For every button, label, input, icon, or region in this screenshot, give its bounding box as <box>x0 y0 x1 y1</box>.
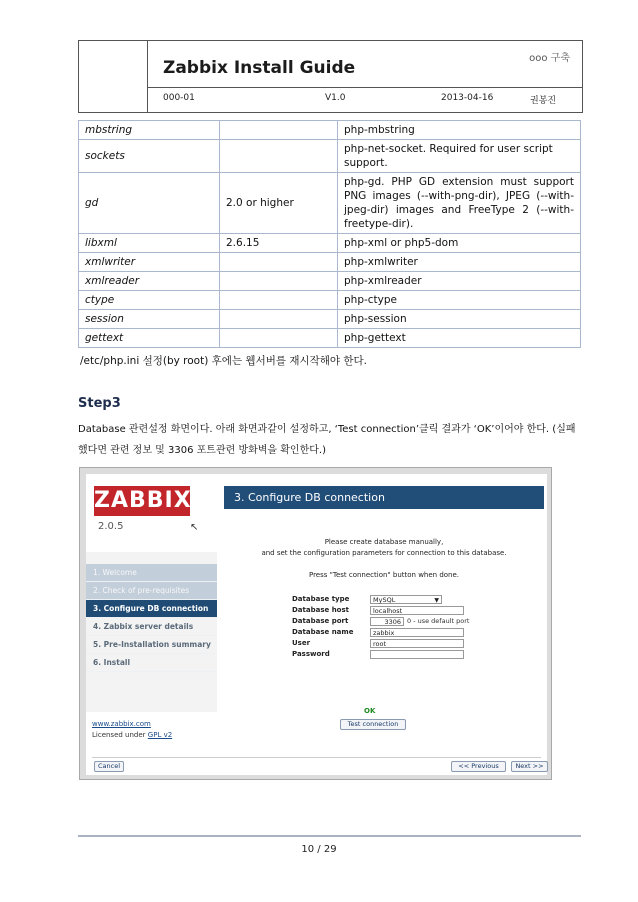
table-row <box>79 173 581 234</box>
table-row <box>79 140 581 173</box>
table-row <box>79 234 581 253</box>
db-user-label: User <box>292 639 311 647</box>
setup-footer <box>92 757 544 775</box>
module-description: php-net-socket. Required for user script support. <box>338 140 581 173</box>
module-version <box>220 121 338 140</box>
module-version <box>220 253 338 272</box>
module-version <box>220 310 338 329</box>
db-user-input[interactable]: root <box>370 639 464 648</box>
php-ini-note: /etc/php.ini 설정(by root) 후에는 웹서버를 재시작해야 한다. <box>80 355 368 367</box>
db-password-input[interactable] <box>370 650 464 659</box>
zabbix-setup-screenshot <box>79 467 552 780</box>
table-row <box>79 253 581 272</box>
instructions-line-1: Please create database manually, <box>324 538 444 546</box>
step-item-summary[interactable]: 5. Pre-Installation summary <box>86 636 217 654</box>
db-type-value: MySQL <box>373 596 396 604</box>
module-description: php-xml or php5-dom <box>338 234 581 253</box>
module-name: ctype <box>79 291 220 310</box>
module-name: xmlwriter <box>79 253 220 272</box>
document-number: 000-01 <box>163 93 195 103</box>
step-title-bar: 3. Configure DB connection <box>224 486 544 509</box>
step-heading: Step3 <box>78 396 121 411</box>
instructions-line-2: and set the configuration parameters for connection to this database. <box>261 549 507 557</box>
module-name: session <box>79 310 220 329</box>
zabbix-logo: ZABBIX <box>94 486 190 516</box>
license-link[interactable]: GPL v2 <box>147 731 173 739</box>
license-prefix: Licensed under <box>92 731 146 739</box>
db-host-input[interactable]: localhost <box>370 606 464 615</box>
step-item-welcome[interactable]: 1. Welcome <box>86 564 217 582</box>
setup-steps-menu <box>86 564 217 672</box>
test-connection-button[interactable]: Test connection <box>340 719 406 730</box>
cancel-button[interactable]: Cancel <box>94 761 124 772</box>
module-description: php-xmlwriter <box>338 253 581 272</box>
license-text <box>92 731 172 739</box>
db-name-label: Database name <box>292 628 354 636</box>
module-description: php-xmlreader <box>338 272 581 291</box>
document-date: 2013-04-16 <box>441 93 494 103</box>
document-author: 권봉진 <box>530 96 557 106</box>
db-type-select[interactable] <box>370 595 442 604</box>
page-number: 10 / 29 <box>301 844 337 855</box>
db-password-label: Password <box>292 650 330 658</box>
db-config-panel <box>224 509 544 764</box>
db-port-label: Database port <box>292 617 349 625</box>
table-row <box>79 272 581 291</box>
table-row <box>79 121 581 140</box>
document-title: Zabbix Install Guide <box>163 58 356 78</box>
zabbix-version: 2.0.5 <box>98 521 124 532</box>
module-name: xmlreader <box>79 272 220 291</box>
next-button[interactable]: Next >> <box>511 761 548 772</box>
chevron-down-icon: ▼ <box>434 597 439 604</box>
module-version <box>220 291 338 310</box>
module-version <box>220 272 338 291</box>
step-item-server-details[interactable]: 4. Zabbix server details <box>86 618 217 636</box>
footer-divider <box>92 757 541 758</box>
module-name: gd <box>79 173 220 234</box>
db-type-label: Database type <box>292 595 350 603</box>
zabbix-site-link[interactable]: www.zabbix.com <box>92 720 151 728</box>
module-description: php-gd. PHP GD extension must support PNG images (--with-png-dir), JPEG (--with-jpeg-dir) images and FreeType 2 (--with-freetype-dir). <box>338 173 581 234</box>
step-description: Database 관련설정 화면이다. 아래 화면과같이 설정하고, ‘Test connection’클릭 결과가 ‘OK’이어야 한다. (실패했다면 관련 정보 및 3306 포트관련 방화벽을 확인한다.) <box>78 424 576 456</box>
footer-rule <box>78 835 581 837</box>
php-requirements-table <box>78 120 581 348</box>
project-label: ooo 구축 <box>529 53 570 64</box>
step-item-install[interactable]: 6. Install <box>86 654 217 672</box>
document-version: V1.0 <box>325 93 346 103</box>
previous-button[interactable]: << Previous <box>451 761 506 772</box>
module-version: 2.6.15 <box>220 234 338 253</box>
instructions-line-3: Press "Test connection" button when done. <box>308 571 460 579</box>
db-port-hint: 0 - use default port <box>407 617 470 625</box>
db-name-input[interactable]: zabbix <box>370 628 464 637</box>
header-divider <box>147 41 148 112</box>
module-version: 2.0 or higher <box>220 173 338 234</box>
module-name: sockets <box>79 140 220 173</box>
table-row <box>79 310 581 329</box>
db-host-label: Database host <box>292 606 349 614</box>
module-name: libxml <box>79 234 220 253</box>
step-item-prerequisites[interactable]: 2. Check of pre-requisites <box>86 582 217 600</box>
db-port-input[interactable]: 3306 <box>370 617 404 626</box>
module-description: php-session <box>338 310 581 329</box>
module-version <box>220 140 338 173</box>
table-row <box>79 291 581 310</box>
mouse-cursor-icon: ↖ <box>190 522 199 533</box>
setup-window <box>86 474 547 775</box>
module-description: php-gettext <box>338 329 581 348</box>
module-name: mbstring <box>79 121 220 140</box>
step-item-configure-db[interactable]: 3. Configure DB connection <box>86 600 217 618</box>
table-row <box>79 329 581 348</box>
module-description: php-mbstring <box>338 121 581 140</box>
document-header <box>78 40 583 113</box>
connection-status-ok: OK <box>364 707 376 715</box>
module-name: gettext <box>79 329 220 348</box>
header-divider <box>147 87 582 88</box>
module-version <box>220 329 338 348</box>
module-description: php-ctype <box>338 291 581 310</box>
